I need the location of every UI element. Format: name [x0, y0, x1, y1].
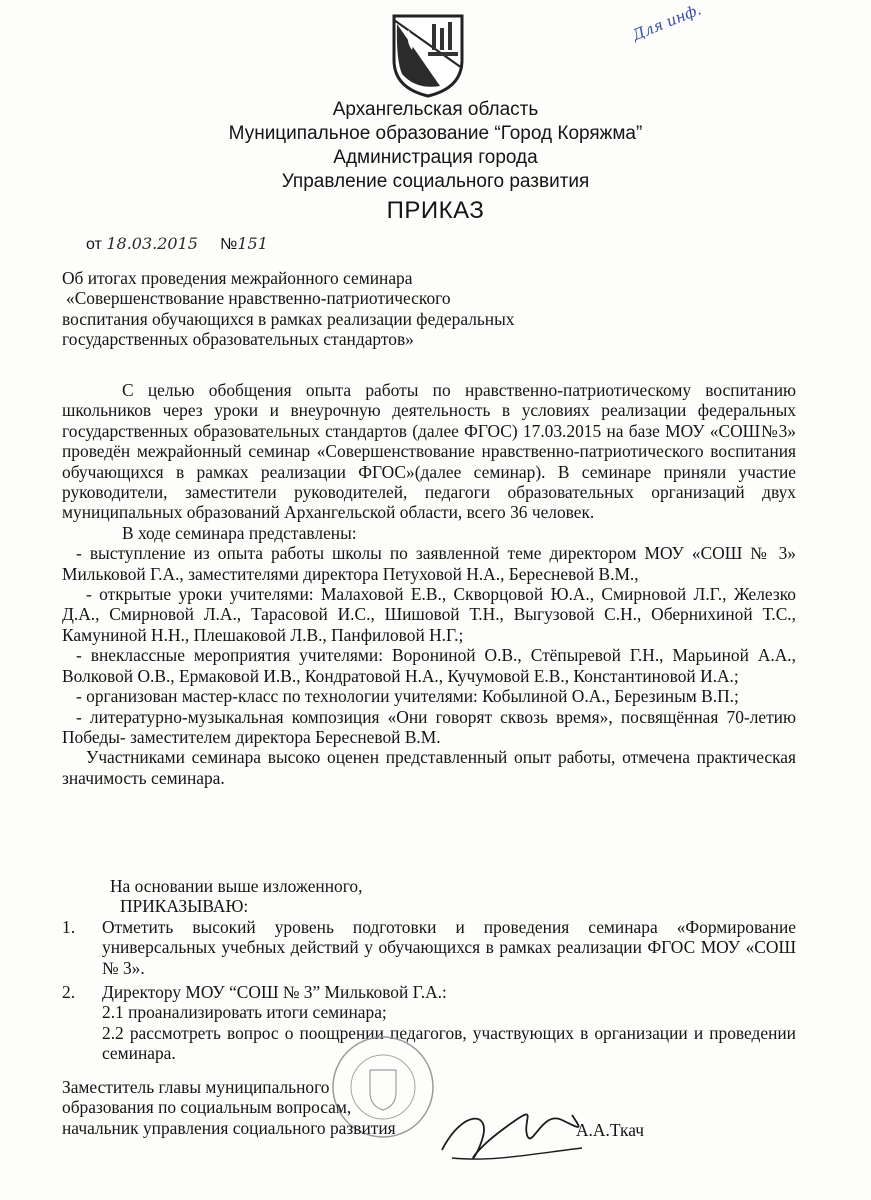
order-item-2 [62, 982, 796, 1002]
order-date: 18.03.2015 [106, 234, 198, 253]
subject-line: Об итогах проведения межрайонного семинара [62, 268, 413, 288]
order-item-number: 2. [62, 982, 76, 1003]
header-department: Управление социального развития [281, 171, 590, 192]
order-item-text: Отметить высокий уровень подготовки и проведения семинара «Формирование универсальных учебных действий у обучающихся в рамках реализации ФГОС МОУ «СОШ № 3». [102, 916, 796, 978]
order-subject [62, 268, 582, 350]
header-region: Архангельская область [332, 99, 539, 120]
order-subitem: 2.1 проанализировать итоги семинара; [102, 1002, 387, 1023]
presented-item: - открытые уроки учителями: Малаховой Е.В., Скворцовой Ю.А., Смирновой Л.Г., Железко Д.А., Смирновой Л.А., Тарасовой И.С., Шишовой Т.Н., Выгузовой С.Н., Обернихиной Т.С., Камуниной Н.Н., Плешаковой Л.В., Панфиловой Н.Г.; [62, 584, 796, 645]
header-administration: Администрация города [333, 147, 538, 168]
subject-line: «Совершенствование нравственно-патриотического [66, 288, 451, 309]
signatory-name: А.А.Ткач [576, 1120, 644, 1140]
order-item-1 [62, 917, 796, 978]
subject-line: государственных образовательных стандартов» [62, 329, 414, 350]
order-item-number: 1. [62, 916, 76, 937]
subject-line: воспитания обучающихся в рамках реализации федеральных [62, 308, 515, 329]
coat-of-arms-icon [388, 10, 468, 98]
handwritten-signature-icon [432, 1100, 592, 1170]
presented-heading: В ходе семинара представлены: [122, 522, 357, 543]
number-prefix: № [220, 236, 238, 253]
signature-position-line: Заместитель главы муниципального [62, 1077, 330, 1097]
presented-item: - выступление из опыта работы школы по заявленной теме директором МОУ «СОШ № 3» Мильковой Г.А., заместителями директора Петуховой Н.А., Бересневой В.М., [62, 543, 796, 584]
presented-item: - внеклассные мероприятия учителями: Ворониной О.В., Стёпыревой Г.Н., Марьиной А.А., Волковой О.В., Ермаковой И.В., Кондратовой Н.А., Кучумовой Е.В., Константиновой И.А.; [62, 645, 796, 686]
conclusion-paragraph: Участниками семинара высоко оценен представленный опыт работы, отмечена практическая значимость семинара. [62, 747, 796, 788]
date-prefix: от [86, 236, 102, 253]
order-word: ПРИКАЗЫВАЮ: [120, 896, 249, 917]
presented-item: - организован мастер-класс по технологии учителями: Кобылиной О.А., Березиным В.П.; [76, 686, 739, 707]
order-body [62, 380, 796, 788]
presented-item: - литературно-музыкальная композиция «Они говорят сквозь время», посвящённая 70-летию Победы- заместителем директора Бересневой В.М. [62, 706, 796, 747]
order-date-line [86, 234, 268, 254]
signature-position-line: образования по социальным вопросам, [62, 1097, 352, 1118]
order-item-text: Директору МОУ “СОШ № 3” Мильковой Г.А.: [102, 982, 447, 1003]
intro-paragraph: С целью обобщения опыта работы по нравственно-патриотическому воспитанию школьников через уроки и внеурочную деятельность в условиях реализации федеральных государственных образовательных стандартов (далее ФГОС) 17.03.2015 на базе МОУ «СОШ№3» проведён межрайонный семинар «Совершенствование нравственно-патриотического воспитания обучающихся в рамках реализации ФГОС»(далее семинар). В семинаре приняли участие руководители, заместители руководителей, педагоги образовательных организаций двух муниципальных образований Архангельской области, всего 36 человек. [62, 380, 796, 523]
document-header [0, 98, 871, 226]
document-title: ПРИКАЗ [386, 197, 485, 224]
handwritten-note: Для инф. [629, 0, 704, 45]
header-municipality: Муниципальное образование “Город Коряжма” [228, 123, 643, 144]
signature-position-line: начальник управления социального развития [62, 1117, 396, 1138]
order-number: 151 [237, 234, 268, 253]
order-subitem: 2.2 рассмотреть вопрос о поощрении педагогов, участвующих в организации и проведении семинара. [102, 1022, 796, 1064]
basis-line: На основании выше изложенного, [110, 876, 363, 896]
